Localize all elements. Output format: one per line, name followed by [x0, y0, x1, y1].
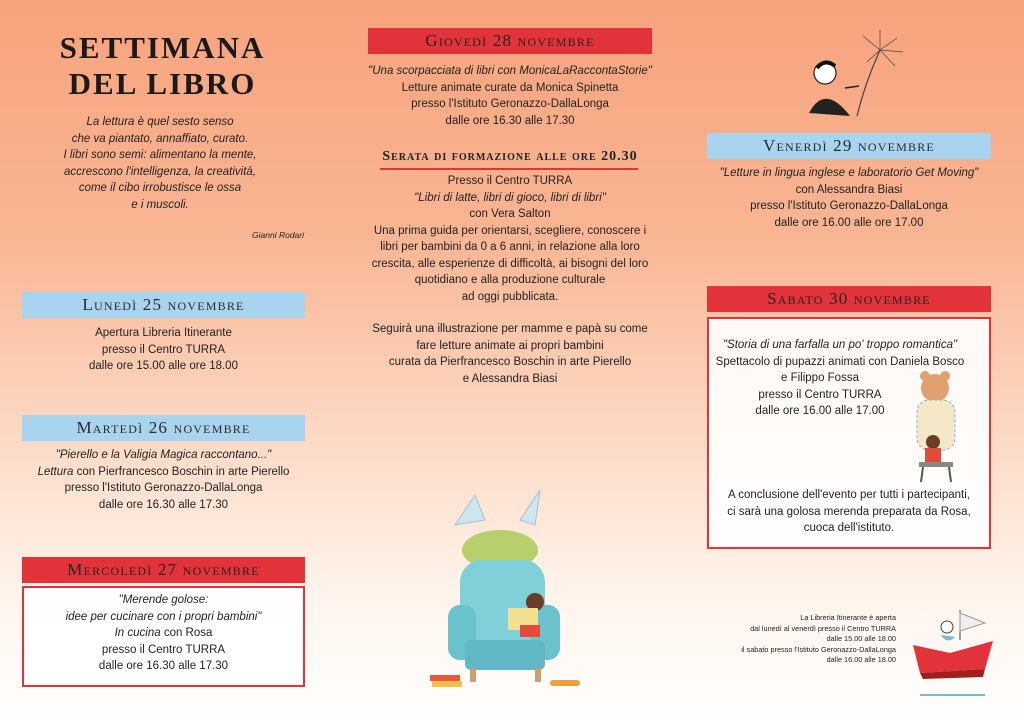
event-title: "Storia di una farfalla un po' troppo romantica" [722, 339, 958, 351]
venerdi-details [700, 165, 998, 231]
note-line: il sabato presso l'Istituto Geronazzo-DallaLonga [741, 644, 896, 654]
detail-line: dalle ore 16.00 alle 17.00 [755, 405, 885, 417]
detail-line: quotidiano e alla produzione culturale [414, 274, 606, 286]
detail-line: curata da Pierfrancesco Boschin in arte Pierello [388, 356, 632, 368]
detail-line: ci sarà una golosa merenda preparata da Rosa, [727, 505, 971, 518]
quote-line: I libri sono semi: alimentano la mente, [63, 149, 257, 161]
detail-line: ad oggi pubblicata. [461, 290, 559, 303]
detail-line: dalle ore 15.00 alle ore 18.00 [89, 360, 238, 372]
quote-line: e i muscoli. [131, 198, 189, 211]
detail-italic: Lettura [37, 465, 74, 478]
sabato-closing [707, 487, 991, 537]
quote-line: come il cibo irrobustisce le ossa [78, 182, 242, 194]
detail-line: dalle ore 16.30 alle 17.30 [98, 660, 229, 672]
page-title [30, 30, 295, 102]
detail-line: presso il Centro TURRA [101, 343, 226, 356]
detail-line: Apertura Libreria Itinerante [95, 327, 232, 339]
title-line-1: SETTIMANA [59, 30, 266, 65]
sabato-heading: Sabato 30 novembre [707, 286, 991, 312]
book-boat-illustration [905, 605, 1000, 700]
detail-line: dalle ore 16.00 alle ore 17.00 [774, 216, 924, 229]
note-line: dalle 16.00 alle 18.00 [826, 655, 896, 664]
serata-details [360, 173, 660, 387]
detail-line: A conclusione dell'evento per tutti i partecipanti, [728, 489, 970, 501]
detail-line [24, 625, 303, 642]
event-title: "Una scorpacciata di libri con MonicaLaRaccontaStorie" [368, 65, 652, 77]
serata-underline [380, 168, 638, 170]
detail-line: presso l'Istituto Geronazzo-DallaLonga [64, 482, 263, 494]
quote-author: Gianni Rodari [252, 230, 304, 240]
event-title: "Merende golose: [118, 594, 209, 606]
quote-line: che va piantato, annaffiato, curato. [71, 132, 249, 145]
detail-line: Spettacolo di pupazzi animati con Daniela Bosco [715, 355, 965, 368]
dandelion-girl-illustration [795, 28, 910, 128]
note-line: La Libreria Itinerante è aperta [800, 613, 896, 622]
detail-line: Seguirà una illustrazione per mamme e papà su come [372, 323, 648, 335]
detail-line [22, 464, 305, 481]
spacer [360, 305, 660, 321]
detail-line: crescita, alle esperienze di difficoltà, ai bisogni del loro [371, 257, 649, 270]
detail-line: libri per bambini da 0 a 6 anni, in relazione alla loro [380, 241, 640, 253]
mercoledi-details [22, 586, 305, 687]
detail-italic: In cucina [114, 627, 161, 639]
detail-line: con Alessandra Biasi [795, 183, 903, 196]
detail-line: presso il Centro TURRA [101, 643, 226, 656]
library-hours-note [730, 613, 896, 666]
detail-line: Una prima guida per orientarsi, scegliere, conoscere i [373, 224, 647, 237]
title-line-2: DEL LIBRO [68, 66, 257, 101]
detail-line: presso il Centro TURRA [758, 388, 882, 401]
quote-line: La lettura è quel sesto senso [86, 116, 234, 128]
martedi-details [22, 447, 305, 513]
event-title: "Libri di latte, libri di gioco, libri di libri" [414, 191, 606, 204]
detail-rest: con Rosa [160, 627, 213, 639]
detail-rest: con Pierfrancesco Boschin in arte Pierello [73, 465, 290, 478]
note-line: dalle 15.00 alle 18.00 [826, 634, 896, 643]
venerdi-heading: Venerdì 29 novembre [707, 133, 991, 159]
detail-line: presso l'Istituto Geronazzo-DallaLonga [750, 200, 948, 212]
dragon-armchair-illustration [430, 490, 580, 700]
bear-reading-illustration [905, 370, 970, 485]
rodari-quote [40, 114, 280, 213]
lunedi-heading: Lunedì 25 novembre [22, 292, 305, 318]
event-title: "Letture in lingua inglese e laboratorio Get Moving" [719, 167, 979, 179]
note-line: dal lunedì al venerdì presso il Centro TURRA [750, 623, 896, 633]
detail-line: dalle ore 16.30 alle 17.30 [98, 498, 229, 511]
event-title: idee per cucinare con i propri bambini" [65, 610, 262, 623]
detail-line: con Vera Salton [469, 208, 551, 220]
serata-heading: Serata di formazione alle ore 20.30 [382, 149, 638, 164]
giovedi-heading: Giovedì 28 novembre [368, 28, 652, 54]
detail-line: dalle ore 16.30 alle 17.30 [445, 114, 575, 127]
event-title: "Pierello e la Valigia Magica raccontano..." [55, 449, 272, 461]
detail-line: cuoca dell'istituto. [803, 522, 895, 534]
detail-line: e Filippo Fossa [781, 372, 859, 384]
detail-line: e Alessandra Biasi [462, 372, 558, 385]
detail-line: presso l'Istituto Geronazzo-DallaLonga [411, 98, 609, 110]
martedi-heading: Martedì 26 novembre [22, 415, 305, 441]
mercoledi-heading: Mercoledì 27 novembre [22, 557, 305, 583]
lunedi-details [22, 325, 305, 375]
detail-line: Letture animate curate da Monica Spinetta [401, 81, 619, 94]
detail-line: fare letture animate ai propri bambini [416, 339, 604, 352]
detail-line: Presso il Centro TURRA [447, 175, 573, 187]
quote-line: accrescono l'intelligenza, la creatività, [63, 165, 257, 178]
giovedi-details [360, 63, 660, 129]
